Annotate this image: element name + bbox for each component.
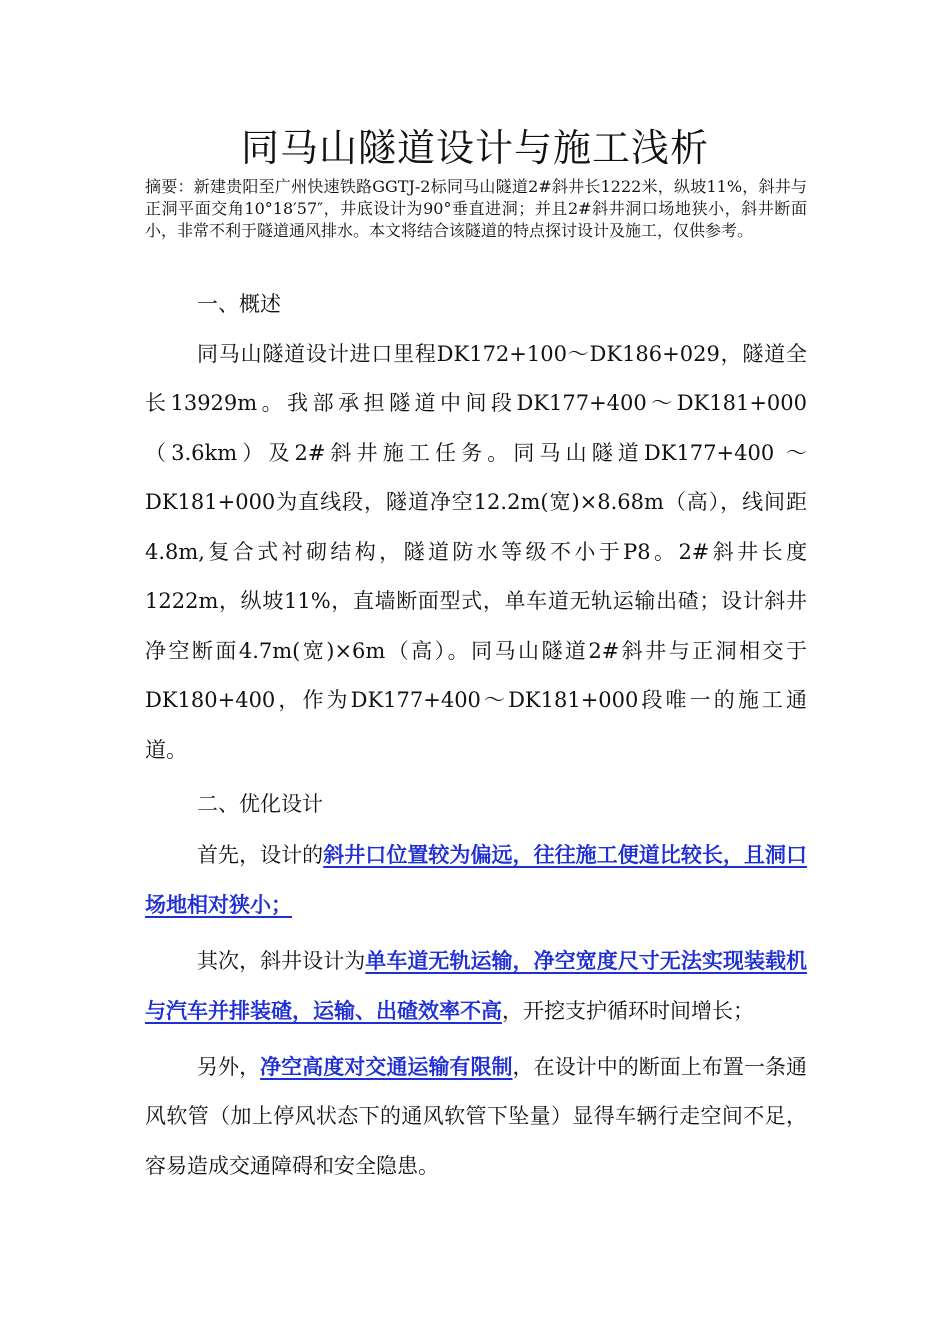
optimization-paragraph-2 — [145, 936, 807, 1037]
section-heading-optimization: 二、优化设计 — [197, 792, 323, 816]
paragraph-text: 另外， — [197, 1054, 261, 1079]
hyperlink-text[interactable]: 单车道无轨运输，净空宽度尺寸无法实现装载机与汽车并排装碴，运输、出碴效率不高 — [145, 947, 808, 1023]
overview-paragraph: 同马山隧道设计进口里程DK172+100～DK186+029，隧道全长13929m。我部承担隧道中间段DK177+400～DK181+000（3.6km）及2#斜井施工任务。同马山隧道DK177+400 ～DK181+000为直线段，隧道净空12.2m(宽)×8.68m（高），线间距4.8m,复合式衬砌结构，隧道防水等级不小于P8。2#斜井长度1222m，纵坡11%，直墙断面型式，单车道无轨运输出碴；设计斜井净空断面4.7m(宽)×6m（高）。同马山隧道2#斜井与正洞相交于DK180+400，作为DK177+400～DK181+000段唯一的施工通道。 — [145, 341, 807, 762]
hyperlink-text[interactable]: 净空高度对交通运输有限制 — [260, 1053, 513, 1079]
optimization-paragraph-3 — [145, 1042, 807, 1192]
paragraph-text: 其次，斜井设计为 — [197, 948, 366, 973]
paragraph-text: ，在设计中的断面上布置一条通风软管（加上停风状态下的通风软管下坠量）显得车辆行走空间不足，容易造成交通障碍和安全隐患。 — [145, 1054, 808, 1178]
paragraph-text: 首先，设计的 — [197, 842, 324, 867]
paragraph-text: ，开挖支护循环时间增长； — [502, 999, 754, 1023]
document-body — [145, 280, 807, 1191]
section-heading-overview: 一、概述 — [197, 292, 281, 316]
optimization-paragraph-1 — [145, 830, 807, 931]
abstract: 摘要：新建贵阳至广州快速铁路GGTJ-2标同马山隧道2#斜井长1222米，纵坡11%，斜井与正洞平面交角10°18′57″，井底设计为90°垂直进洞；并且2#斜井洞口场地狭小，斜井断面小，非常不利于隧道通风排水。本文将结合该隧道的特点探讨设计及施工，仅供参考。 — [145, 177, 807, 240]
document-title: 同马山隧道设计与施工浅析 — [240, 126, 709, 170]
hyperlink-text[interactable]: 斜井口位置较为偏远，往往施工便道比较长，且洞口场地相对狭小； — [145, 841, 808, 917]
